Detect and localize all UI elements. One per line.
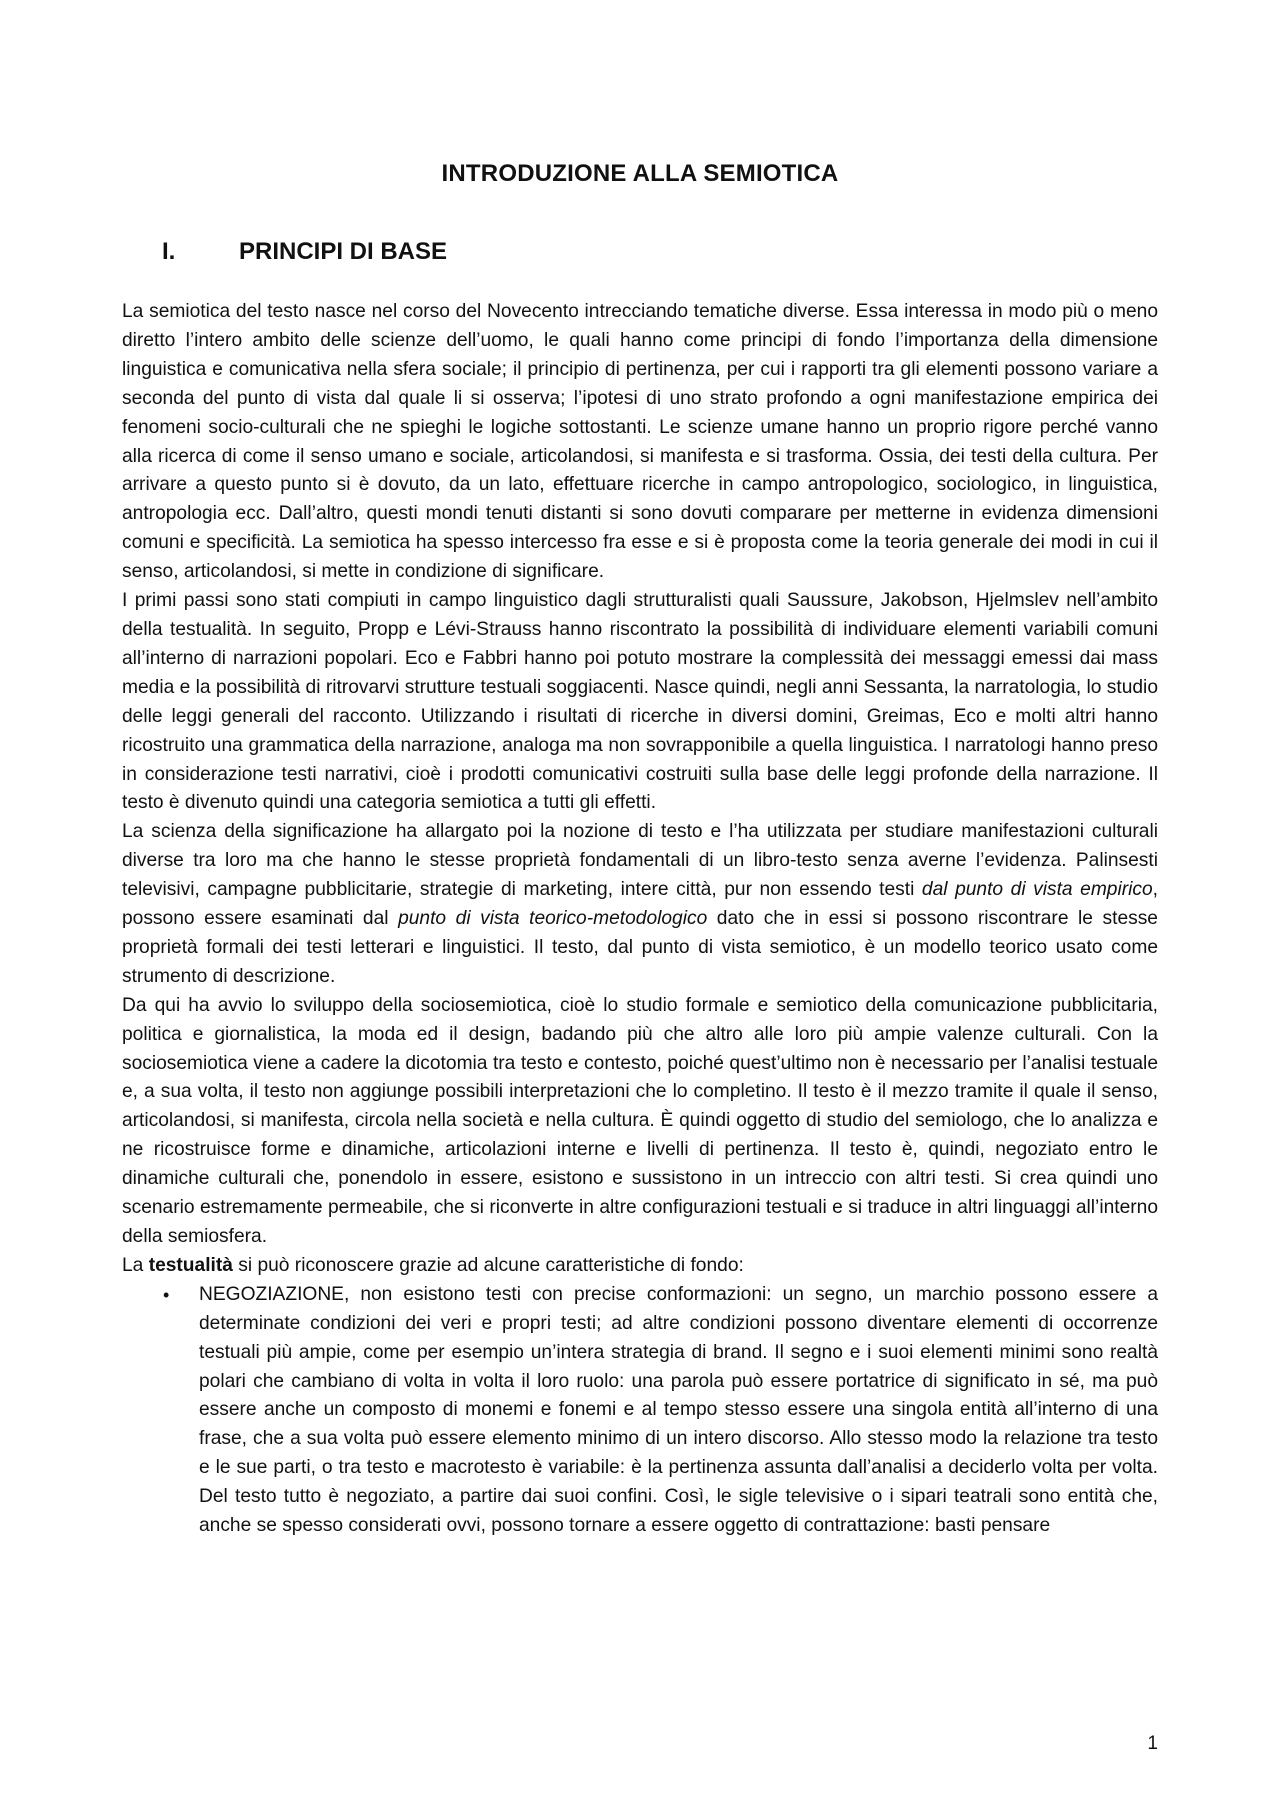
section-title: PRINCIPI DI BASE xyxy=(239,238,448,265)
paragraph-3-text-b: , possono essere esaminati dal xyxy=(122,879,1158,930)
section-heading xyxy=(162,238,447,266)
document-title: INTRODUZIONE ALLA SEMIOTICA xyxy=(441,160,839,187)
bullet-icon: • xyxy=(163,1284,170,1305)
characteristics-list xyxy=(122,1281,1158,1541)
paragraph-3-italic-empirico: dal punto di vista empirico xyxy=(921,879,1153,901)
paragraph-1: La semiotica del testo nasce nel corso del Novecento intrecciando tematiche diverse. Essa interessa in modo più o meno diretto l’intero ambito delle scienze dell’uomo, le quali hanno come principi di fondo l’importanza della dimensione linguistica e comunicativa nella sfera sociale; il principio di pertinenza, per cui i rapporti tra gli elementi possono variare a seconda del punto di vista dal quale li si osserva; l’ipotesi di uno strato profondo a ogni manifestazione empirica dei fenomeni socio-culturali che ne spieghi le logiche sottostanti. Le scienze umane hanno un proprio rigore perché vanno alla ricerca di come il senso umano e sociale, articolandosi, si manifesta e si trasforma. Ossia, dei testi della cultura. Per arrivare a questo punto si è dovuto, da un lato, effettuare ricerche in campo antropologico, sociologico, in linguistica, antropologia ecc. Dall’altro, questi mondi tenuti distanti si sono dovuti comparare per metterne in evidenza dimensioni comuni e specificità. La semiotica ha spesso intercesso fra esse e si è proposta come la teoria generale dei modi in cui il senso, articolandosi, si mette in condizione di significare. xyxy=(122,301,1158,583)
paragraph-3-text-a: La scienza della significazione ha allargato poi la nozione di testo e l’ha utilizzata per studiare manifestazioni culturali diverse tra loro ma che hanno le stesse proprietà fondamentali di un libro-testo senza averne l’evidenza. Palinsesti televisivi, campagne pubblicitarie, strategie di marketing, intere città, pur non essendo testi xyxy=(122,821,1158,901)
paragraph-5-bold-testualita: testualità xyxy=(148,1254,233,1276)
paragraph-3 xyxy=(122,818,1158,991)
section-number: I. xyxy=(162,238,176,265)
paragraph-2: I primi passi sono stati compiuti in campo linguistico dagli strutturalisti quali Saussure, Jakobson, Hjelmslev nell’ambito della testualità. In seguito, Propp e Lévi-Strauss hanno riscontrato la possibilità di individuare elementi variabili comuni all’interno di narrazioni popolari. Eco e Fabbri hanno poi potuto mostrare la complessità dei messaggi emessi dai mass media e la possibilità di ritrovarvi strutture testuali soggiacenti. Nasce quindi, negli anni Sessanta, la narratologia, lo studio delle leggi generali del racconto. Utilizzando i risultati di ricerche in diversi domini, Greimas, Eco e molti altri hanno ricostruito una grammatica della narrazione, analoga ma non sovrapponibile a quella linguistica. I narratologi hanno preso in considerazione testi narrativi, cioè i prodotti comunicativi costruiti sulla base delle leggi profonde della narrazione. Il testo è divenuto quindi una categoria semiotica a tutti gli effetti. xyxy=(122,590,1158,814)
list-item xyxy=(122,1281,1158,1541)
page-number: 1 xyxy=(1147,1733,1158,1754)
paragraph-5 xyxy=(122,1252,1158,1281)
paragraph-5-text-b: si può riconoscere grazie ad alcune caratteristiche di fondo: xyxy=(232,1254,744,1276)
paragraph-3-italic-teorico: punto di vista teorico-metodologico xyxy=(398,908,708,930)
paragraph-3-text-c: dato che in essi si possono riscontrare le stesse proprietà formali dei testi letterari e linguistici. Il testo, dal punto di vista semiotico, è un modello teorico usato come strumento di descrizione. xyxy=(122,908,1158,987)
list-item-text: NEGOZIAZIONE, non esistono testi con precise conformazioni: un segno, un marchio possono essere a determinate condizioni dei veri e propri testi; ad altre condizioni possono diventare elementi di occorrenze testuali più ampie, come per esempio un’intera strategia di brand. Il segno e i suoi elementi minimi sono realtà polari che cambiano di volta in volta il loro ruolo: una parola può essere portatrice di significato in sé, ma può essere anche un composto di monemi e fonemi e al tempo stesso essere una singola entità all’interno di una frase, che a sua volta può essere elemento minimo di un intero discorso. Allo stesso modo la relazione tra testo e le sue parti, o tra testo e macrotesto è variabile: è la pertinenza assunta dall’analisi a deciderlo volta per volta. Del testo tutto è negoziato, a partire dai suoi confini. Così, le sigle televisive o i sipari teatrali sono entità che, anche se spesso considerati ovvi, possono tornare a essere oggetto di contrattazione: basti pensare xyxy=(199,1283,1158,1537)
document-body xyxy=(122,298,1158,1541)
paragraph-4: Da qui ha avvio lo sviluppo della sociosemiotica, cioè lo studio formale e semiotico della comunicazione pubblicitaria, politica e giornalistica, la moda ed il design, badando più che altro alle loro più ampie valenze culturali. Con la sociosemiotica viene a cadere la dicotomia tra testo e contesto, poiché quest’ultimo non è necessario per l’analisi testuale e, a sua volta, il testo non aggiunge possibili interpretazioni che lo completino. Il testo è il mezzo tramite il quale il senso, articolandosi, si manifesta, circola nella società e nella cultura. È quindi oggetto di studio del semiologo, che lo analizza e ne ricostruisce forme e dinamiche, articolazioni interne e livelli di pertinenza. Il testo è, quindi, negoziato entro le dinamiche culturali che, ponendolo in essere, esistono e sussistono in un intreccio con altri testi. Si crea quindi uno scenario estremamente permeabile, che si riconverte in altre configurazioni testuali e si traduce in altri linguaggi all’interno della semiosfera. xyxy=(122,994,1158,1247)
paragraph-5-text-a: La xyxy=(122,1254,149,1276)
